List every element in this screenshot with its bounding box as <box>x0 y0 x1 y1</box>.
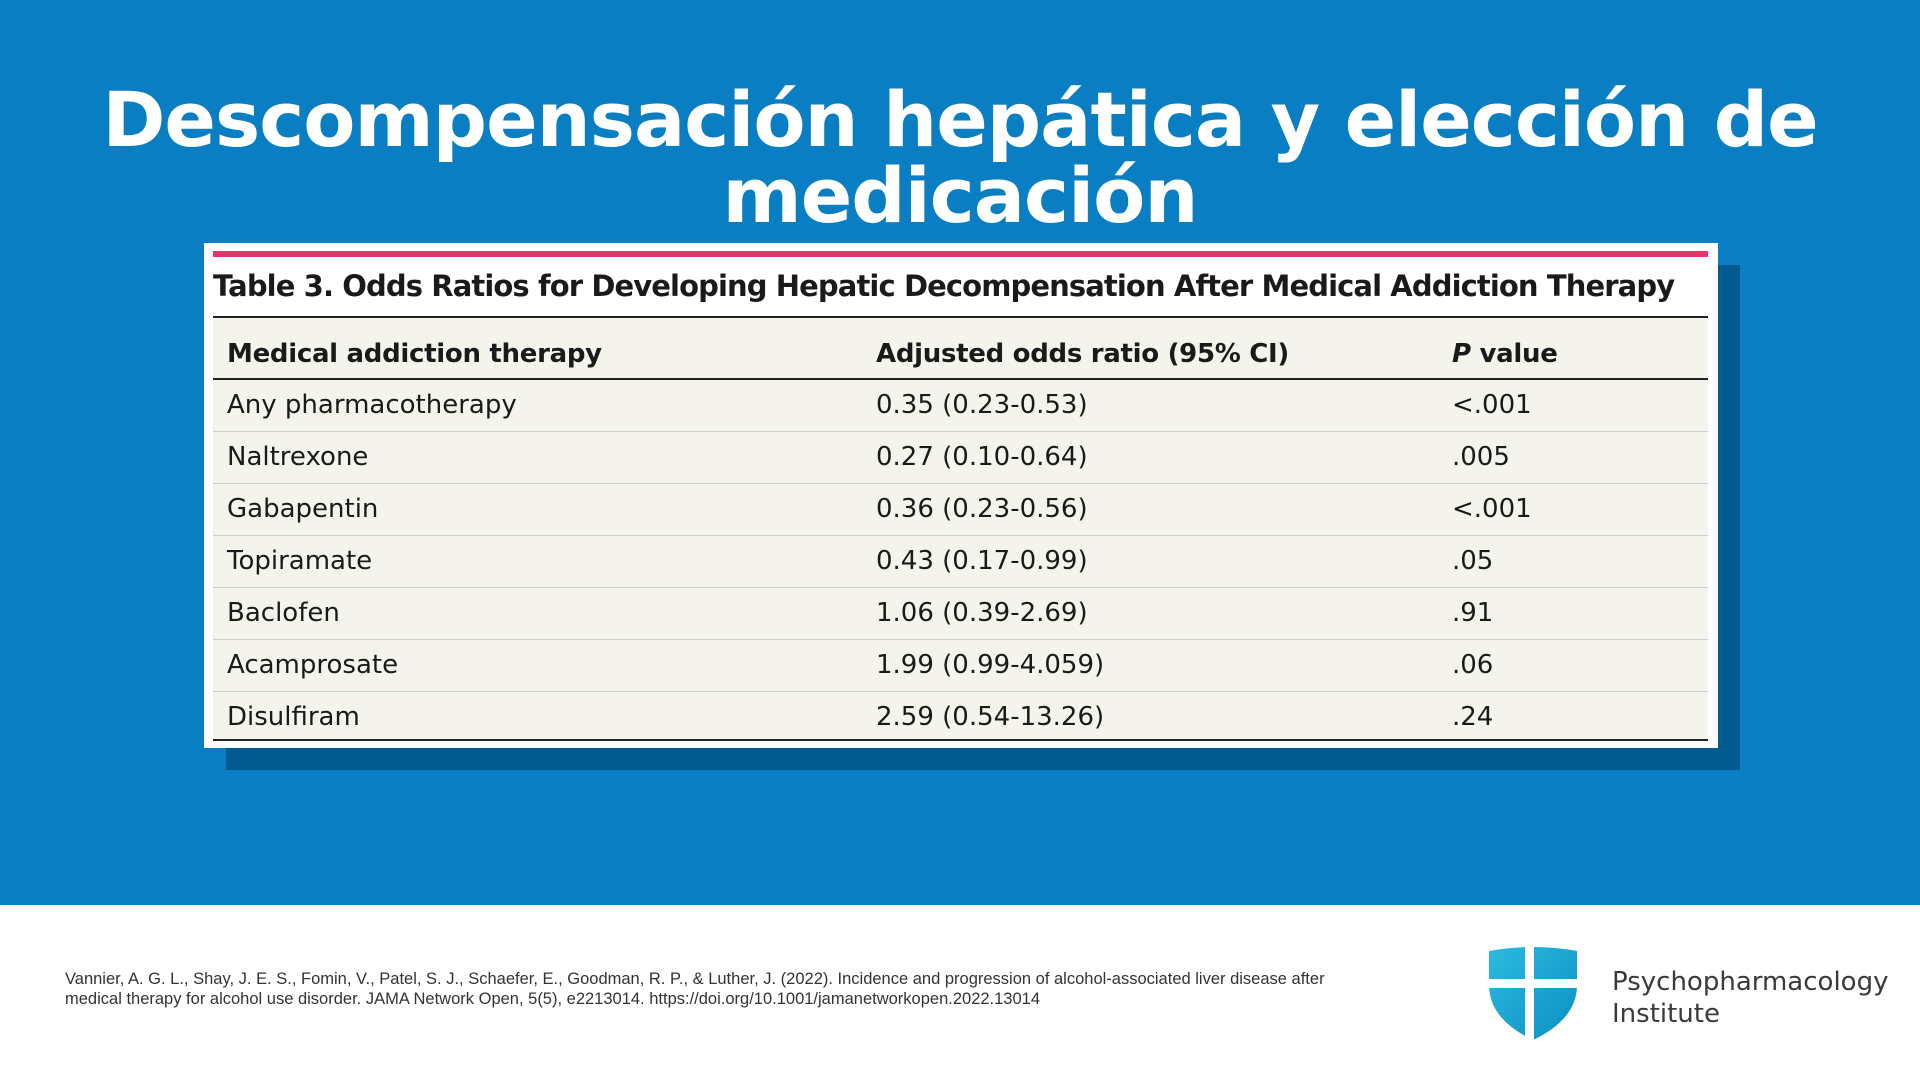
table-header-row <box>213 332 1708 376</box>
table-caption: Table 3. Odds Ratios for Developing Hepatic Decompensation After Medical Addiction Therapy <box>213 269 1675 303</box>
row-odds-ratio: 0.35 (0.23-0.53) <box>876 390 1088 420</box>
header-therapy: Medical addiction therapy <box>227 339 602 369</box>
brand-name-line2: Institute <box>1612 999 1720 1029</box>
table-row <box>213 484 1708 535</box>
row-odds-ratio: 0.27 (0.10-0.64) <box>876 442 1088 472</box>
row-p-value: .005 <box>1452 442 1510 472</box>
brand-name-line1: Psychopharmacology <box>1612 967 1889 997</box>
citation-text: Vannier, A. G. L., Shay, J. E. S., Fomin, V., Patel, S. J., Schaefer, E., Goodman, R. P., & Luther, J. (2022). Incidence and progression of alcohol-associated liver disease after medical therapy for alcohol use disorder. JAMA Network Open, 5(5), e2213014. https://doi.org/10.1001/jamanetworkopen.2022.13014 <box>65 970 1325 1008</box>
odds-ratio-table <box>213 316 1708 741</box>
table-card <box>204 243 1718 748</box>
row-odds-ratio: 2.59 (0.54-13.26) <box>876 702 1105 732</box>
table-row <box>213 380 1708 431</box>
table-row <box>213 536 1708 587</box>
header-p-rest: value <box>1470 339 1558 369</box>
header-p-value <box>1452 332 1558 376</box>
row-therapy: Disulfiram <box>227 702 360 732</box>
row-p-value: <.001 <box>1452 390 1532 420</box>
row-odds-ratio: 1.06 (0.39-2.69) <box>876 598 1088 628</box>
row-therapy: Any pharmacotherapy <box>227 390 517 420</box>
table-accent-rule <box>213 251 1708 257</box>
slide-title: Descompensación hepática y elección de medicación <box>102 75 1818 240</box>
row-p-value: .24 <box>1452 702 1494 732</box>
row-therapy: Naltrexone <box>227 442 369 472</box>
brand-logo-text <box>1612 966 1888 1030</box>
row-p-value: .06 <box>1452 650 1494 680</box>
table-row <box>213 692 1708 743</box>
row-p-value: .05 <box>1452 546 1494 576</box>
row-therapy: Acamprosate <box>227 650 399 680</box>
row-therapy: Topiramate <box>227 546 373 576</box>
row-p-value: .91 <box>1452 598 1494 628</box>
row-therapy: Gabapentin <box>227 494 379 524</box>
header-p-italic: P <box>1452 339 1471 369</box>
table-row <box>213 640 1708 691</box>
table-row <box>213 588 1708 639</box>
row-odds-ratio: 0.36 (0.23-0.56) <box>876 494 1088 524</box>
header-odds-ratio: Adjusted odds ratio (95% CI) <box>876 339 1289 369</box>
shield-cross-icon <box>1485 945 1581 1041</box>
row-p-value: <.001 <box>1452 494 1532 524</box>
row-odds-ratio: 1.99 (0.99-4.059) <box>876 650 1105 680</box>
row-odds-ratio: 0.43 (0.17-0.99) <box>876 546 1088 576</box>
row-therapy: Baclofen <box>227 598 340 628</box>
table-row <box>213 432 1708 483</box>
